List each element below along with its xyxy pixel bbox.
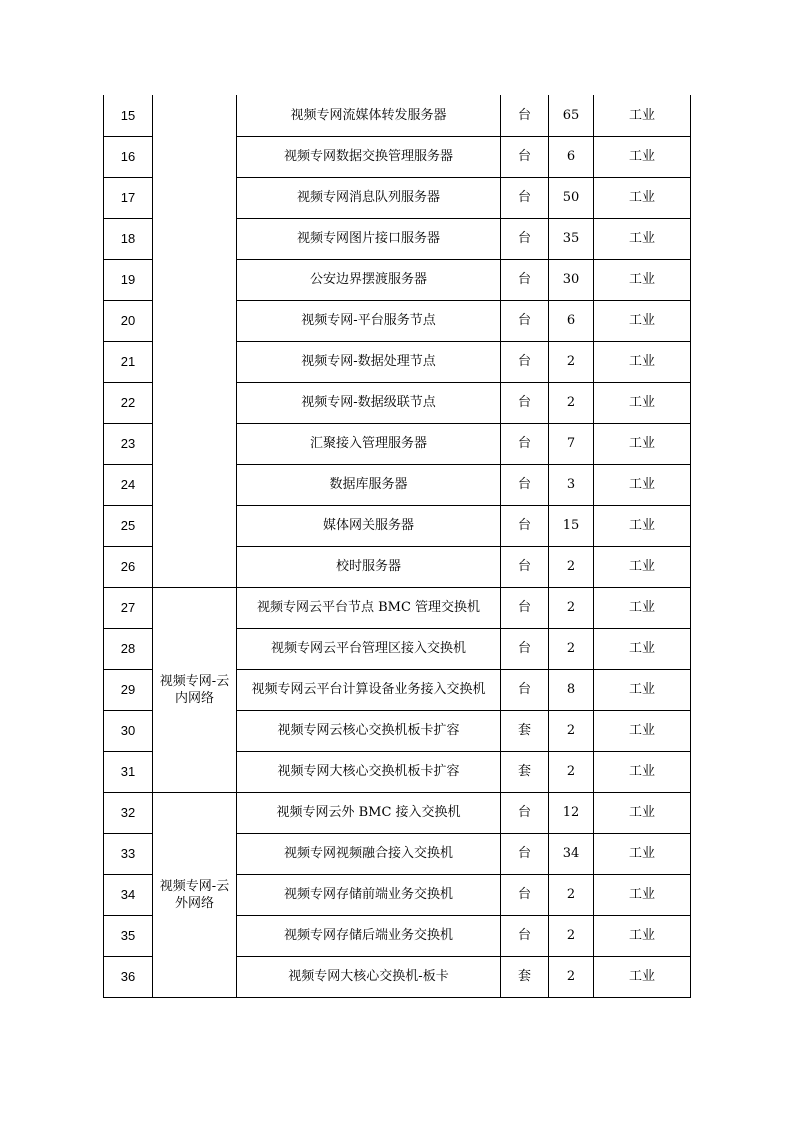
item-quantity: 15: [549, 505, 594, 546]
item-type: 工业: [594, 464, 691, 505]
item-type: 工业: [594, 710, 691, 751]
item-type: 工业: [594, 587, 691, 628]
item-name: 视频专网流媒体转发服务器: [237, 95, 501, 136]
item-name: 视频专网大核心交换机-板卡: [237, 956, 501, 997]
item-type: 工业: [594, 95, 691, 136]
item-unit: 台: [501, 300, 549, 341]
table-row: [104, 587, 691, 628]
row-number: 32: [104, 792, 153, 833]
row-number: 20: [104, 300, 153, 341]
row-number: 23: [104, 423, 153, 464]
item-quantity: 35: [549, 218, 594, 259]
item-type: 工业: [594, 751, 691, 792]
row-number: 30: [104, 710, 153, 751]
item-quantity: 34: [549, 833, 594, 874]
item-type: 工业: [594, 915, 691, 956]
item-unit: 台: [501, 423, 549, 464]
item-type: 工业: [594, 792, 691, 833]
item-quantity: 2: [549, 628, 594, 669]
item-type: 工业: [594, 669, 691, 710]
row-number: 27: [104, 587, 153, 628]
item-quantity: 7: [549, 423, 594, 464]
item-unit: 套: [501, 710, 549, 751]
category-cell: 视频专网-云内网络: [153, 587, 237, 792]
item-quantity: 2: [549, 915, 594, 956]
item-name: 视频专网云核心交换机板卡扩容: [237, 710, 501, 751]
equipment-table: [103, 95, 691, 998]
item-quantity: 2: [549, 341, 594, 382]
item-type: 工业: [594, 505, 691, 546]
row-number: 16: [104, 136, 153, 177]
item-type: 工业: [594, 382, 691, 423]
row-number: 35: [104, 915, 153, 956]
item-unit: 台: [501, 874, 549, 915]
item-type: 工业: [594, 300, 691, 341]
item-name: 视频专网图片接口服务器: [237, 218, 501, 259]
table-row: [104, 792, 691, 833]
row-number: 17: [104, 177, 153, 218]
item-name: 视频专网消息队列服务器: [237, 177, 501, 218]
item-unit: 台: [501, 382, 549, 423]
row-number: 34: [104, 874, 153, 915]
row-number: 33: [104, 833, 153, 874]
item-unit: 台: [501, 792, 549, 833]
item-type: 工业: [594, 177, 691, 218]
item-type: 工业: [594, 546, 691, 587]
category-cell: [153, 95, 237, 587]
item-quantity: 3: [549, 464, 594, 505]
item-unit: 台: [501, 546, 549, 587]
item-unit: 套: [501, 956, 549, 997]
item-unit: 台: [501, 464, 549, 505]
item-type: 工业: [594, 628, 691, 669]
item-type: 工业: [594, 341, 691, 382]
item-quantity: 2: [549, 710, 594, 751]
item-unit: 台: [501, 95, 549, 136]
item-quantity: 6: [549, 300, 594, 341]
item-quantity: 2: [549, 751, 594, 792]
item-quantity: 2: [549, 874, 594, 915]
item-quantity: 6: [549, 136, 594, 177]
item-type: 工业: [594, 136, 691, 177]
item-unit: 台: [501, 915, 549, 956]
table-row: [104, 95, 691, 136]
row-number: 19: [104, 259, 153, 300]
row-number: 22: [104, 382, 153, 423]
item-unit: 台: [501, 341, 549, 382]
item-quantity: 30: [549, 259, 594, 300]
item-name: 公安边界摆渡服务器: [237, 259, 501, 300]
item-name: 数据库服务器: [237, 464, 501, 505]
row-number: 28: [104, 628, 153, 669]
item-name: 视频专网视频融合接入交换机: [237, 833, 501, 874]
item-unit: 台: [501, 136, 549, 177]
item-name: 视频专网云平台计算设备业务接入交换机: [237, 669, 501, 710]
item-name: 视频专网-平台服务节点: [237, 300, 501, 341]
item-unit: 台: [501, 505, 549, 546]
item-name: 汇聚接入管理服务器: [237, 423, 501, 464]
item-quantity: 2: [549, 382, 594, 423]
item-quantity: 65: [549, 95, 594, 136]
item-type: 工业: [594, 874, 691, 915]
row-number: 15: [104, 95, 153, 136]
item-type: 工业: [594, 259, 691, 300]
row-number: 24: [104, 464, 153, 505]
row-number: 21: [104, 341, 153, 382]
item-name: 视频专网-数据处理节点: [237, 341, 501, 382]
item-name: 视频专网-数据级联节点: [237, 382, 501, 423]
row-number: 29: [104, 669, 153, 710]
item-name: 视频专网存储前端业务交换机: [237, 874, 501, 915]
item-name: 视频专网数据交换管理服务器: [237, 136, 501, 177]
row-number: 26: [104, 546, 153, 587]
item-unit: 台: [501, 669, 549, 710]
category-cell: 视频专网-云外网络: [153, 792, 237, 997]
item-unit: 台: [501, 218, 549, 259]
item-quantity: 2: [549, 956, 594, 997]
item-type: 工业: [594, 218, 691, 259]
item-type: 工业: [594, 833, 691, 874]
item-unit: 台: [501, 587, 549, 628]
item-type: 工业: [594, 956, 691, 997]
item-quantity: 8: [549, 669, 594, 710]
item-quantity: 2: [549, 587, 594, 628]
row-number: 31: [104, 751, 153, 792]
item-name: 视频专网大核心交换机板卡扩容: [237, 751, 501, 792]
row-number: 36: [104, 956, 153, 997]
item-name: 媒体网关服务器: [237, 505, 501, 546]
item-unit: 台: [501, 259, 549, 300]
item-type: 工业: [594, 423, 691, 464]
item-name: 视频专网云平台管理区接入交换机: [237, 628, 501, 669]
item-name: 视频专网存储后端业务交换机: [237, 915, 501, 956]
row-number: 18: [104, 218, 153, 259]
table-body: [104, 95, 691, 997]
row-number: 25: [104, 505, 153, 546]
item-unit: 台: [501, 628, 549, 669]
item-name: 校时服务器: [237, 546, 501, 587]
item-quantity: 12: [549, 792, 594, 833]
item-name: 视频专网云外 BMC 接入交换机: [237, 792, 501, 833]
item-unit: 台: [501, 177, 549, 218]
item-quantity: 50: [549, 177, 594, 218]
item-unit: 套: [501, 751, 549, 792]
item-name: 视频专网云平台节点 BMC 管理交换机: [237, 587, 501, 628]
item-unit: 台: [501, 833, 549, 874]
item-quantity: 2: [549, 546, 594, 587]
